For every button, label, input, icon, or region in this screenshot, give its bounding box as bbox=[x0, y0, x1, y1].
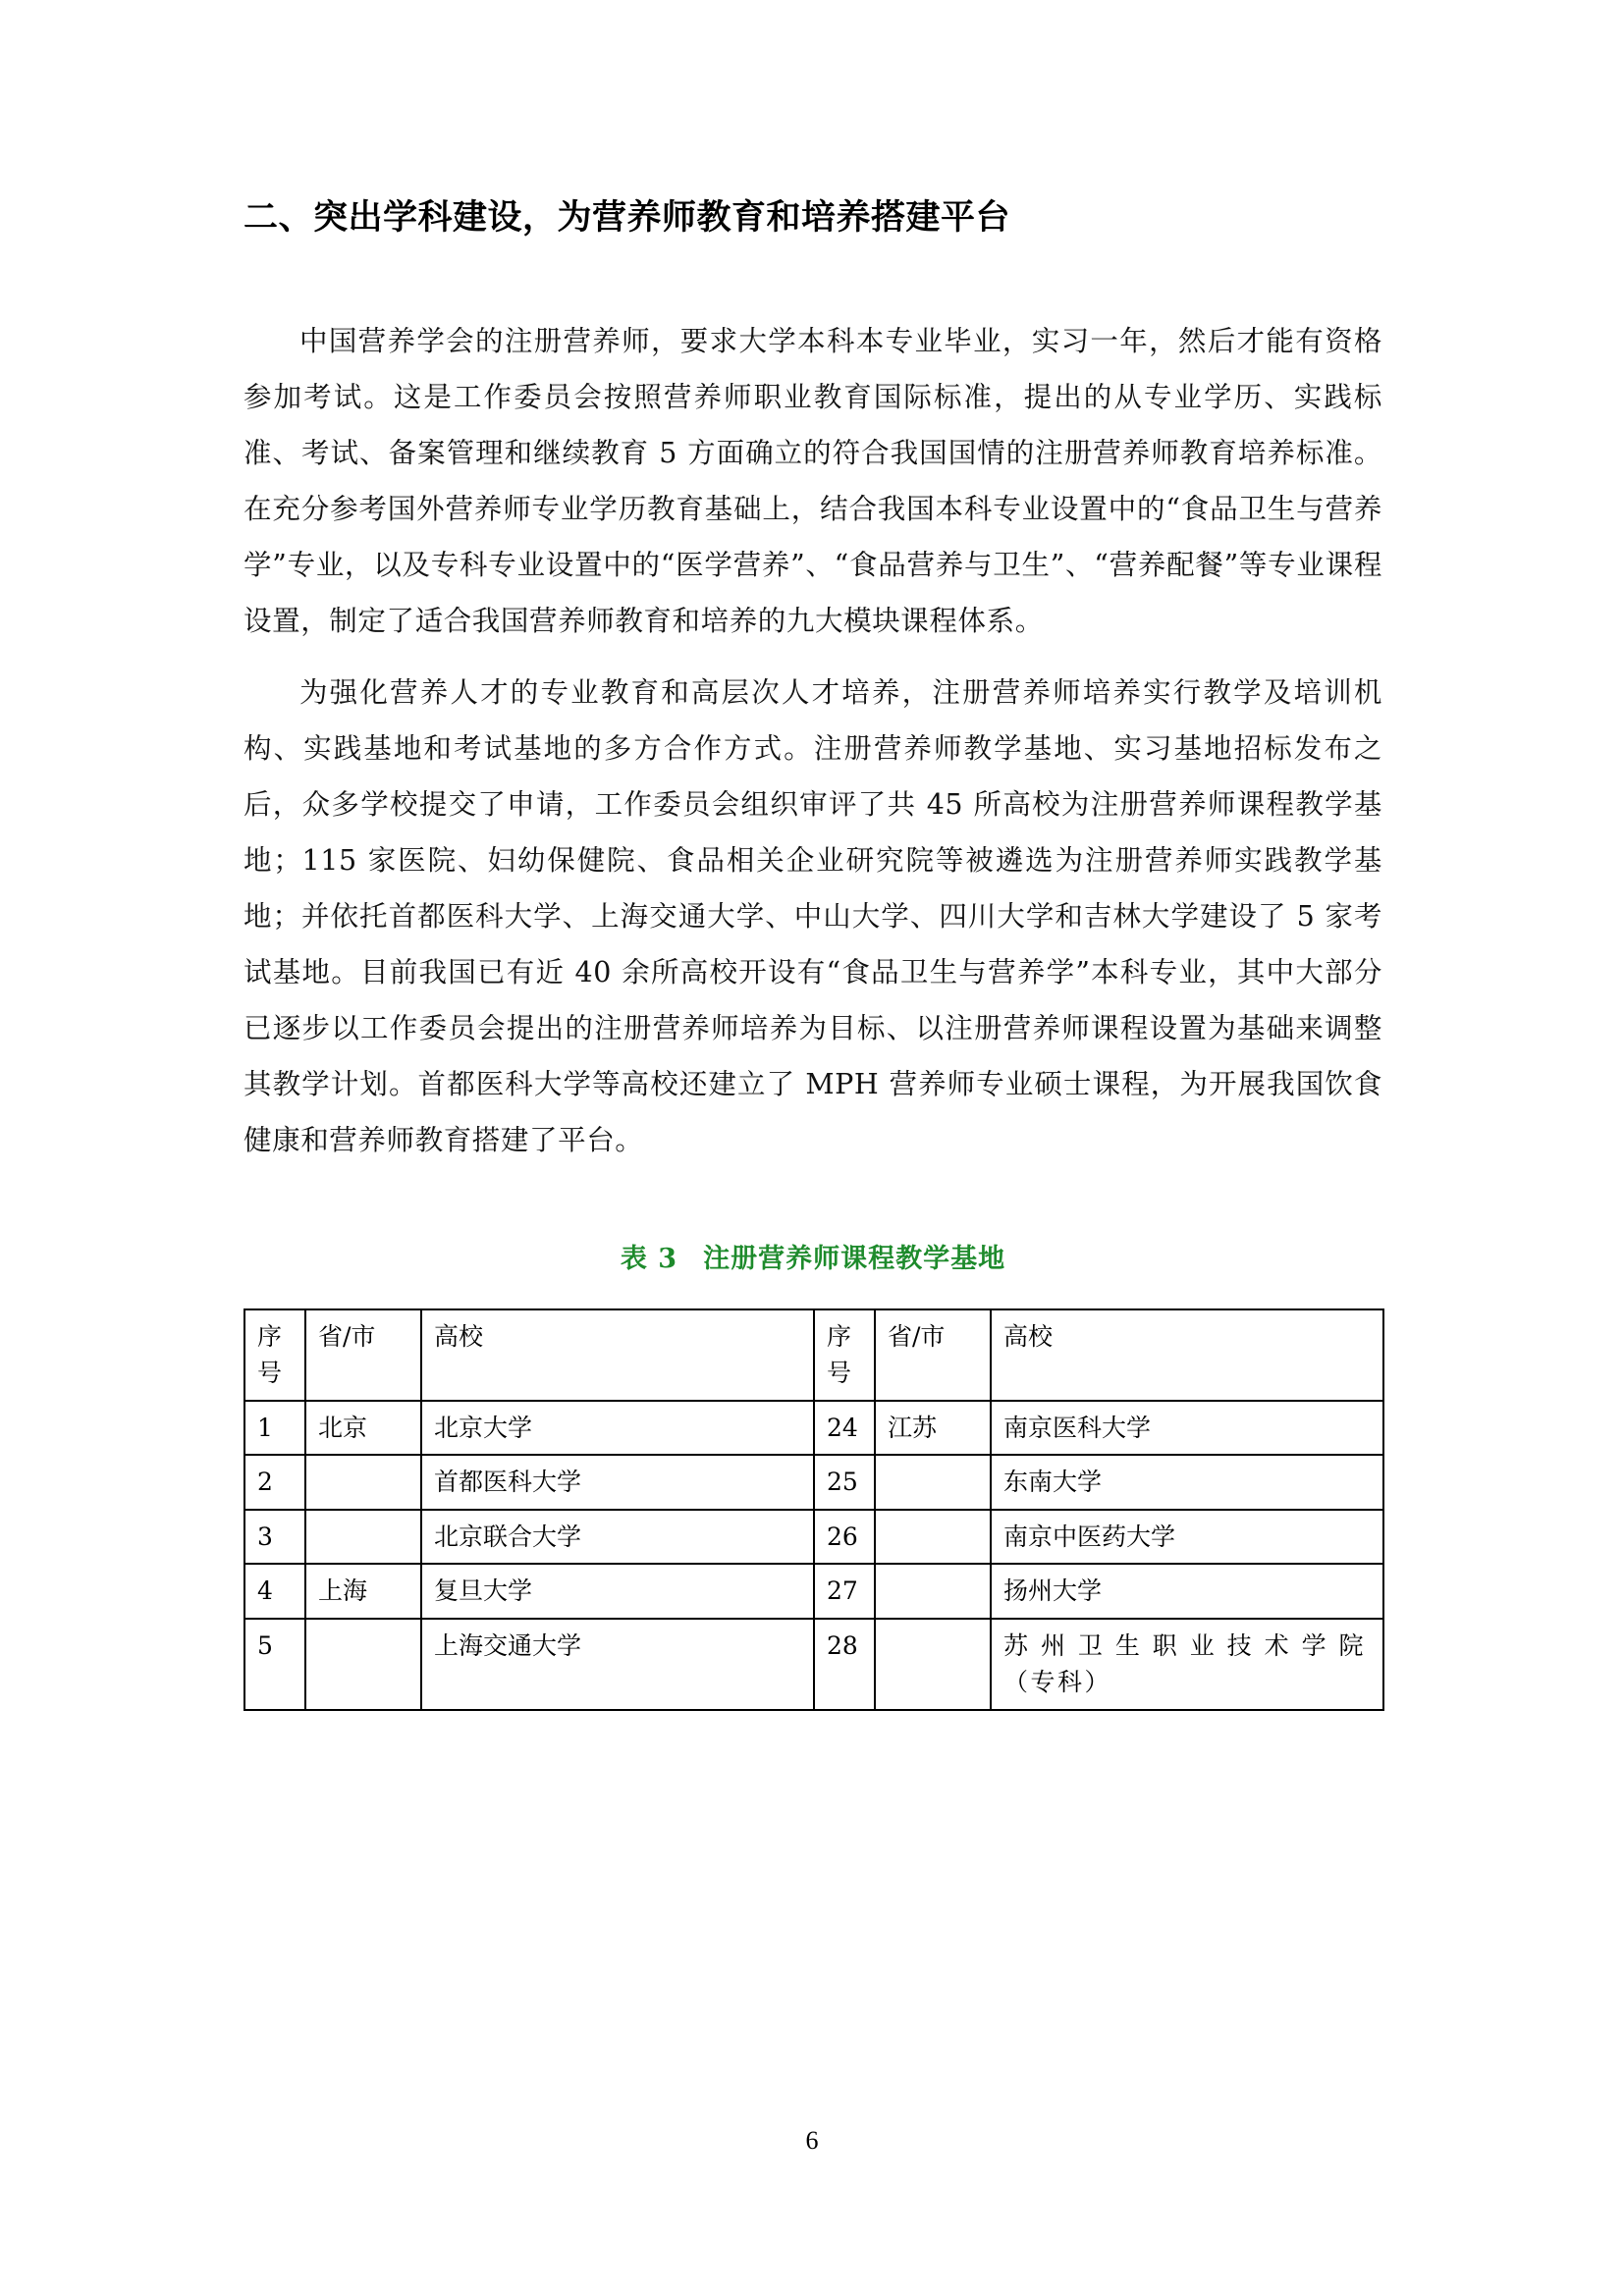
cell-index-right: 26 bbox=[814, 1510, 875, 1565]
cell-province-right bbox=[875, 1510, 991, 1565]
cell-province-right: 江苏 bbox=[875, 1401, 991, 1456]
header-province-left: 省/市 bbox=[305, 1309, 421, 1401]
table-caption bbox=[244, 1237, 1382, 1275]
paragraph-1: 中国营养学会的注册营养师，要求大学本科本专业毕业，实习一年，然后才能有资格参加考试。这是工作委员会按照营养师职业教育国际标准，提出的从专业学历、实践标准、考试、备案管理和继续教育 5 方面确立的符合我国国情的注册营养师教育培养标准。在充分参考国外营养师专业学历教育基础上，结合我国本科专业设置中的“食品卫生与营养学”专业，以及专科专业设置中的“医学营养”、“食品营养与卫生”、“营养配餐”等专业课程设置，制定了适合我国营养师教育和培养的九大模块课程体系。 bbox=[244, 325, 1382, 638]
cell-university-left: 上海交通大学 bbox=[421, 1619, 814, 1710]
cell-university-left: 首都医科大学 bbox=[421, 1455, 814, 1510]
cell-province-right bbox=[875, 1564, 991, 1619]
cell-index-left: 2 bbox=[244, 1455, 305, 1510]
cell-index-right: 25 bbox=[814, 1455, 875, 1510]
cell-index-left: 3 bbox=[244, 1510, 305, 1565]
cell-province-left: 上海 bbox=[305, 1564, 421, 1619]
table-row bbox=[244, 1510, 1383, 1565]
header-index-right-line1: 序 bbox=[827, 1322, 852, 1352]
paragraph-2: 为强化营养人才的专业教育和高层次人才培养，注册营养师培养实行教学及培训机构、实践基地和考试基地的多方合作方式。注册营养师教学基地、实习基地招标发布之后，众多学校提交了申请，工作委员会组织审评了共 45 所高校为注册营养师课程教学基地；115 家医院、妇幼保健院、食品相关企业研究院等被遴选为注册营养师实践教学基地；并依托首都医科大学、上海交通大学、中山大学、四川大学和吉林大学建设了 5 家考试基地。目前我国已有近 40 余所高校开设有“食品卫生与营养学”本科专业，其中大部分已逐步以工作委员会提出的注册营养师培养为目标、以注册营养师课程设置为基础来调整其教学计划。首都医科大学等高校还建立了 MPH 营养师专业硕士课程，为开展我国饮食健康和营养师教育搭建了平台。 bbox=[244, 676, 1382, 1157]
cell-university-right-line1: 苏 州 卫 生 职 业 技 术 学 院 bbox=[1003, 1630, 1367, 1660]
cell-province-left bbox=[305, 1455, 421, 1510]
table-header-row bbox=[244, 1309, 1383, 1401]
header-university-right: 高校 bbox=[991, 1309, 1383, 1401]
header-index-left-line2: 号 bbox=[257, 1358, 283, 1387]
cell-index-right: 28 bbox=[814, 1619, 875, 1710]
cell-university-left: 北京大学 bbox=[421, 1401, 814, 1456]
teaching-base-table bbox=[244, 1308, 1384, 1711]
cell-university-left: 北京联合大学 bbox=[421, 1510, 814, 1565]
table-row bbox=[244, 1455, 1383, 1510]
cell-province-right bbox=[875, 1619, 991, 1710]
section-heading: 二、突出学科建设，为营养师教育和培养搭建平台 bbox=[244, 198, 1011, 237]
page-number: 6 bbox=[805, 2126, 819, 2155]
cell-university-right bbox=[991, 1619, 1383, 1710]
cell-university-right: 南京中医药大学 bbox=[991, 1510, 1383, 1565]
cell-university-right: 南京医科大学 bbox=[991, 1401, 1383, 1456]
cell-province-right bbox=[875, 1455, 991, 1510]
header-index-right-line2: 号 bbox=[827, 1358, 852, 1387]
cell-index-left: 5 bbox=[244, 1619, 305, 1710]
body-text-block bbox=[244, 313, 1382, 1168]
table-row bbox=[244, 1564, 1383, 1619]
cell-university-right-line2: （专科） bbox=[1003, 1668, 1112, 1697]
table-container bbox=[244, 1308, 1382, 1711]
header-province-right: 省/市 bbox=[875, 1309, 991, 1401]
header-index-left bbox=[244, 1309, 305, 1401]
header-university-left: 高校 bbox=[421, 1309, 814, 1401]
cell-university-right: 扬州大学 bbox=[991, 1564, 1383, 1619]
table-row bbox=[244, 1401, 1383, 1456]
cell-university-right: 东南大学 bbox=[991, 1455, 1383, 1510]
header-index-left-line1: 序 bbox=[257, 1322, 283, 1352]
cell-province-left bbox=[305, 1619, 421, 1710]
cell-index-right: 27 bbox=[814, 1564, 875, 1619]
header-index-right bbox=[814, 1309, 875, 1401]
cell-province-left: 北京 bbox=[305, 1401, 421, 1456]
cell-index-right: 24 bbox=[814, 1401, 875, 1456]
cell-province-left bbox=[305, 1510, 421, 1565]
table-caption-label: 表 3 bbox=[620, 1244, 678, 1275]
table-caption-title: 注册营养师课程教学基地 bbox=[703, 1244, 1006, 1275]
page-content bbox=[244, 194, 1382, 1711]
cell-index-left: 1 bbox=[244, 1401, 305, 1456]
page-edge-clip bbox=[0, 2050, 1624, 2089]
table-row bbox=[244, 1619, 1383, 1710]
cell-index-left: 4 bbox=[244, 1564, 305, 1619]
cell-university-left: 复旦大学 bbox=[421, 1564, 814, 1619]
